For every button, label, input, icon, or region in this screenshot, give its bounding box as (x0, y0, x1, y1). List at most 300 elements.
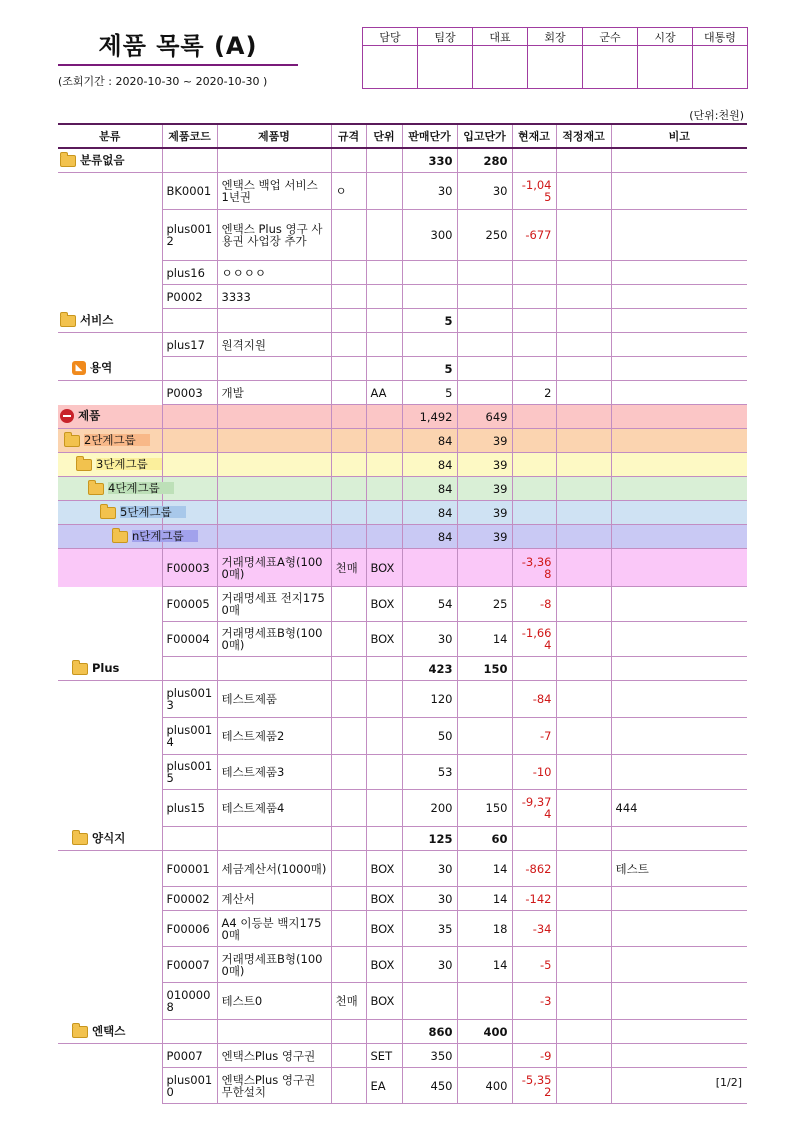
sale-price: 50 (402, 718, 457, 755)
note (611, 1044, 747, 1068)
product-unit (366, 285, 402, 309)
group-buy-price: 150 (457, 657, 512, 681)
current-stock: -84 (512, 681, 556, 718)
product-code: plus0015 (162, 755, 217, 790)
group-row (58, 357, 747, 381)
folder-icon (60, 315, 76, 327)
group-name: 엔택스 (92, 1024, 126, 1038)
buy-price (457, 718, 512, 755)
group-row (58, 309, 747, 333)
table-row (58, 587, 747, 622)
empty-cell (217, 525, 331, 549)
column-header: 입고단가 (457, 124, 512, 148)
table-row (58, 622, 747, 657)
product-code: BK0001 (162, 173, 217, 210)
sale-price: 120 (402, 681, 457, 718)
table-row (58, 549, 747, 587)
empty-cell (217, 827, 331, 851)
group-label (58, 827, 162, 851)
empty-cell (58, 587, 162, 622)
empty-cell (366, 357, 402, 381)
product-name: 거래명세표 전지1750매 (217, 587, 331, 622)
empty-cell (366, 453, 402, 477)
empty-cell (556, 309, 611, 333)
group-buy-price: 60 (457, 827, 512, 851)
group-label (58, 309, 162, 333)
product-name: 테스트제품3 (217, 755, 331, 790)
current-stock: -9,374 (512, 790, 556, 827)
unit-label: (단위:천원) (689, 109, 744, 122)
level-buy-price: 39 (457, 429, 512, 453)
group-sale-price: 5 (402, 357, 457, 381)
title-block (58, 28, 298, 66)
empty-cell (162, 309, 217, 333)
proper-stock (556, 983, 611, 1020)
empty-cell (58, 210, 162, 261)
table-row (58, 261, 747, 285)
note (611, 587, 747, 622)
product-unit: BOX (366, 549, 402, 587)
table-row (58, 911, 747, 947)
group-label (58, 657, 162, 681)
buy-price: 14 (457, 947, 512, 983)
folder-icon (72, 833, 88, 845)
product-unit: BOX (366, 947, 402, 983)
product-unit: BOX (366, 587, 402, 622)
column-header: 규격 (331, 124, 366, 148)
note (611, 911, 747, 947)
column-header: 적정재고 (556, 124, 611, 148)
level-sale-price: 84 (402, 453, 457, 477)
table-row (58, 333, 747, 357)
folder-icon (72, 1026, 88, 1038)
table-row (58, 681, 747, 718)
empty-cell (58, 549, 162, 587)
empty-cell (217, 148, 331, 173)
proper-stock (556, 887, 611, 911)
sale-price: 30 (402, 173, 457, 210)
sale-price (402, 983, 457, 1020)
current-stock: -5,352 (512, 1068, 556, 1104)
empty-cell (162, 657, 217, 681)
empty-cell (162, 453, 217, 477)
empty-cell (331, 429, 366, 453)
product-spec: ㅇ (331, 173, 366, 210)
group-label (58, 148, 162, 173)
folder-icon (76, 459, 92, 471)
product-name: 테스트0 (217, 983, 331, 1020)
empty-cell (331, 453, 366, 477)
product-spec: 천매 (331, 549, 366, 587)
folder-icon (112, 531, 128, 543)
empty-cell (556, 357, 611, 381)
product-spec (331, 210, 366, 261)
title-underline (58, 64, 298, 66)
product-spec (331, 1068, 366, 1104)
buy-price (457, 333, 512, 357)
approval-label: 군수 (583, 28, 638, 46)
product-code: plus0014 (162, 718, 217, 755)
proper-stock (556, 173, 611, 210)
empty-cell (611, 453, 747, 477)
table-row (58, 285, 747, 309)
level-name: 4단계그룹 (108, 482, 174, 494)
product-code: plus15 (162, 790, 217, 827)
buy-price: 400 (457, 1068, 512, 1104)
product-unit: EA (366, 1068, 402, 1104)
table-row (58, 755, 747, 790)
empty-cell (217, 657, 331, 681)
signature-box (363, 46, 418, 89)
stop-icon (60, 409, 74, 423)
empty-cell (58, 285, 162, 309)
proper-stock (556, 333, 611, 357)
level-label (58, 477, 162, 501)
table-row (58, 983, 747, 1020)
empty-cell (556, 429, 611, 453)
product-unit: BOX (366, 851, 402, 887)
buy-price (457, 285, 512, 309)
empty-cell (331, 1020, 366, 1044)
product-code: plus17 (162, 333, 217, 357)
empty-cell (58, 622, 162, 657)
level-sale-price: 84 (402, 429, 457, 453)
approval-box (362, 27, 748, 89)
empty-cell (58, 718, 162, 755)
group-row (58, 827, 747, 851)
empty-cell (556, 501, 611, 525)
proper-stock (556, 381, 611, 405)
proper-stock (556, 210, 611, 261)
level-row (58, 501, 747, 525)
empty-cell (366, 309, 402, 333)
empty-cell (556, 405, 611, 429)
empty-cell (217, 1020, 331, 1044)
table-row (58, 947, 747, 983)
empty-cell (611, 309, 747, 333)
group-name: 제품 (78, 408, 101, 423)
approval-label: 대통령 (693, 28, 748, 46)
sale-price: 54 (402, 587, 457, 622)
empty-cell (162, 405, 217, 429)
empty-cell (366, 148, 402, 173)
group-row (58, 1020, 747, 1044)
table-row (58, 210, 747, 261)
product-unit: BOX (366, 983, 402, 1020)
note (611, 718, 747, 755)
buy-price: 14 (457, 851, 512, 887)
product-unit: SET (366, 1044, 402, 1068)
note (611, 755, 747, 790)
current-stock: -1,045 (512, 173, 556, 210)
product-spec (331, 587, 366, 622)
table-row (58, 1068, 747, 1104)
empty-cell (366, 501, 402, 525)
product-unit: BOX (366, 911, 402, 947)
product-code: F00002 (162, 887, 217, 911)
empty-cell (556, 827, 611, 851)
level-label (58, 525, 184, 549)
empty-cell (217, 405, 331, 429)
table-row (58, 887, 747, 911)
level-row (58, 453, 747, 477)
product-unit (366, 333, 402, 357)
proper-stock (556, 947, 611, 983)
signature-box (583, 46, 638, 89)
empty-cell (512, 357, 556, 381)
empty-cell (556, 477, 611, 501)
buy-price (457, 983, 512, 1020)
empty-cell (162, 357, 217, 381)
level-buy-price: 39 (457, 453, 512, 477)
product-unit (366, 210, 402, 261)
current-stock: -142 (512, 887, 556, 911)
empty-cell (58, 681, 162, 718)
sale-price: 5 (402, 381, 457, 405)
note (611, 681, 747, 718)
product-name: 엔택스Plus 영구권 무한설치 (217, 1068, 331, 1104)
group-row (58, 148, 747, 173)
empty-cell (611, 357, 747, 381)
note (611, 173, 747, 210)
note (611, 887, 747, 911)
empty-cell (331, 501, 366, 525)
buy-price (457, 681, 512, 718)
proper-stock (556, 1044, 611, 1068)
proper-stock (556, 851, 611, 887)
group-label (58, 405, 162, 429)
product-unit (366, 755, 402, 790)
empty-cell (366, 657, 402, 681)
product-unit (366, 718, 402, 755)
sale-price: 35 (402, 911, 457, 947)
empty-cell (217, 429, 331, 453)
buy-price (457, 549, 512, 587)
table-row (58, 790, 747, 827)
product-code: P0002 (162, 285, 217, 309)
product-name: 테스트제품2 (217, 718, 331, 755)
level-buy-price: 39 (457, 501, 512, 525)
product-code: plus0013 (162, 681, 217, 718)
folder-icon (88, 483, 104, 495)
buy-price: 14 (457, 622, 512, 657)
empty-cell (331, 525, 366, 549)
proper-stock (556, 911, 611, 947)
note (611, 261, 747, 285)
level-name: 3단계그룹 (96, 458, 162, 470)
product-unit (366, 261, 402, 285)
product-name: 계산서 (217, 887, 331, 911)
product-name: ㅇㅇㅇㅇ (217, 261, 331, 285)
empty-cell (366, 827, 402, 851)
level-buy-price: 39 (457, 525, 512, 549)
level-label (58, 501, 172, 525)
empty-cell (58, 947, 162, 983)
current-stock: -1,664 (512, 622, 556, 657)
group-label (58, 1020, 162, 1044)
current-stock: 2 (512, 381, 556, 405)
product-name: A4 이등분 백지1750매 (217, 911, 331, 947)
empty-cell (58, 333, 162, 357)
empty-cell (512, 405, 556, 429)
empty-cell (217, 453, 331, 477)
proper-stock (556, 285, 611, 309)
empty-cell (162, 429, 217, 453)
empty-cell (58, 1044, 162, 1068)
buy-price (457, 755, 512, 790)
signature-box (693, 46, 748, 89)
proper-stock (556, 681, 611, 718)
signature-box (473, 46, 528, 89)
empty-cell (512, 477, 556, 501)
empty-cell (58, 790, 162, 827)
period-text: (조회기간 : 2020-10-30 ~ 2020-10-30 ) (58, 75, 268, 88)
group-label (58, 357, 162, 381)
sale-price: 300 (402, 210, 457, 261)
signature-box (638, 46, 693, 89)
note (611, 381, 747, 405)
sale-price: 53 (402, 755, 457, 790)
empty-cell (512, 827, 556, 851)
product-code: F00003 (162, 549, 217, 587)
empty-cell (611, 429, 747, 453)
group-name: 서비스 (80, 313, 114, 327)
level-sale-price: 84 (402, 501, 457, 525)
signature-box (418, 46, 473, 89)
proper-stock (556, 755, 611, 790)
buy-price: 25 (457, 587, 512, 622)
product-code: plus0012 (162, 210, 217, 261)
empty-cell (611, 148, 747, 173)
empty-cell (611, 477, 747, 501)
folder-icon (72, 663, 88, 675)
empty-cell (556, 453, 611, 477)
product-code: F00006 (162, 911, 217, 947)
product-code: P0003 (162, 381, 217, 405)
product-spec: 천매 (331, 983, 366, 1020)
empty-cell (58, 983, 162, 1020)
product-name: 원격지원 (217, 333, 331, 357)
current-stock: -677 (512, 210, 556, 261)
current-stock: -3,368 (512, 549, 556, 587)
buy-price (457, 261, 512, 285)
empty-cell (366, 477, 402, 501)
empty-cell (331, 405, 366, 429)
empty-cell (611, 405, 747, 429)
group-buy-price: 280 (457, 148, 512, 173)
current-stock: -8 (512, 587, 556, 622)
column-header: 제품코드 (162, 124, 217, 148)
note (611, 947, 747, 983)
product-name: 거래명세표A형(1000매) (217, 549, 331, 587)
group-name: 양식지 (92, 831, 126, 845)
level-sale-price: 84 (402, 477, 457, 501)
note (611, 549, 747, 587)
product-spec (331, 947, 366, 983)
empty-cell (58, 911, 162, 947)
proper-stock (556, 261, 611, 285)
group-sale-price: 125 (402, 827, 457, 851)
note (611, 622, 747, 657)
current-stock (512, 285, 556, 309)
approval-label: 담당 (363, 28, 418, 46)
sale-price: 30 (402, 851, 457, 887)
group-row (58, 657, 747, 681)
group-sale-price: 1,492 (402, 405, 457, 429)
product-name: 엔택스 백업 서비스 1년권 (217, 173, 331, 210)
product-spec (331, 851, 366, 887)
empty-cell (512, 525, 556, 549)
empty-cell (366, 405, 402, 429)
empty-cell (331, 657, 366, 681)
sale-price: 350 (402, 1044, 457, 1068)
empty-cell (217, 501, 331, 525)
group-buy-price: 649 (457, 405, 512, 429)
empty-cell (366, 429, 402, 453)
product-name: 테스트제품 (217, 681, 331, 718)
level-row (58, 477, 747, 501)
approval-label: 회장 (528, 28, 583, 46)
current-stock: -7 (512, 718, 556, 755)
product-name: 3333 (217, 285, 331, 309)
proper-stock (556, 718, 611, 755)
level-buy-price: 39 (457, 477, 512, 501)
product-name: 테스트제품4 (217, 790, 331, 827)
empty-cell (331, 827, 366, 851)
product-spec (331, 911, 366, 947)
product-code: F00004 (162, 622, 217, 657)
column-header: 판매단가 (402, 124, 457, 148)
empty-cell (331, 148, 366, 173)
rss-icon: ◣ (72, 361, 86, 375)
empty-cell (58, 755, 162, 790)
product-code: 0100008 (162, 983, 217, 1020)
empty-cell (58, 261, 162, 285)
empty-cell (556, 525, 611, 549)
product-spec (331, 790, 366, 827)
level-label (58, 453, 162, 477)
sale-price: 200 (402, 790, 457, 827)
column-header: 단위 (366, 124, 402, 148)
product-table (58, 123, 747, 1104)
product-spec (331, 285, 366, 309)
buy-price (457, 381, 512, 405)
empty-cell (217, 357, 331, 381)
group-name: Plus (92, 661, 120, 675)
buy-price: 150 (457, 790, 512, 827)
empty-cell (611, 827, 747, 851)
product-name: 세금계산서(1000매) (217, 851, 331, 887)
empty-cell (58, 381, 162, 405)
empty-cell (162, 1020, 217, 1044)
current-stock: -9 (512, 1044, 556, 1068)
sale-price (402, 333, 457, 357)
approval-label: 시장 (638, 28, 693, 46)
empty-cell (217, 477, 331, 501)
empty-cell (611, 501, 747, 525)
note (611, 333, 747, 357)
product-code: plus16 (162, 261, 217, 285)
group-sale-price: 423 (402, 657, 457, 681)
empty-cell (556, 657, 611, 681)
empty-cell (58, 887, 162, 911)
column-header: 비고 (611, 124, 747, 148)
folder-icon (64, 435, 80, 447)
signature-box (528, 46, 583, 89)
group-sale-price: 5 (402, 309, 457, 333)
product-spec (331, 261, 366, 285)
sale-price: 30 (402, 887, 457, 911)
